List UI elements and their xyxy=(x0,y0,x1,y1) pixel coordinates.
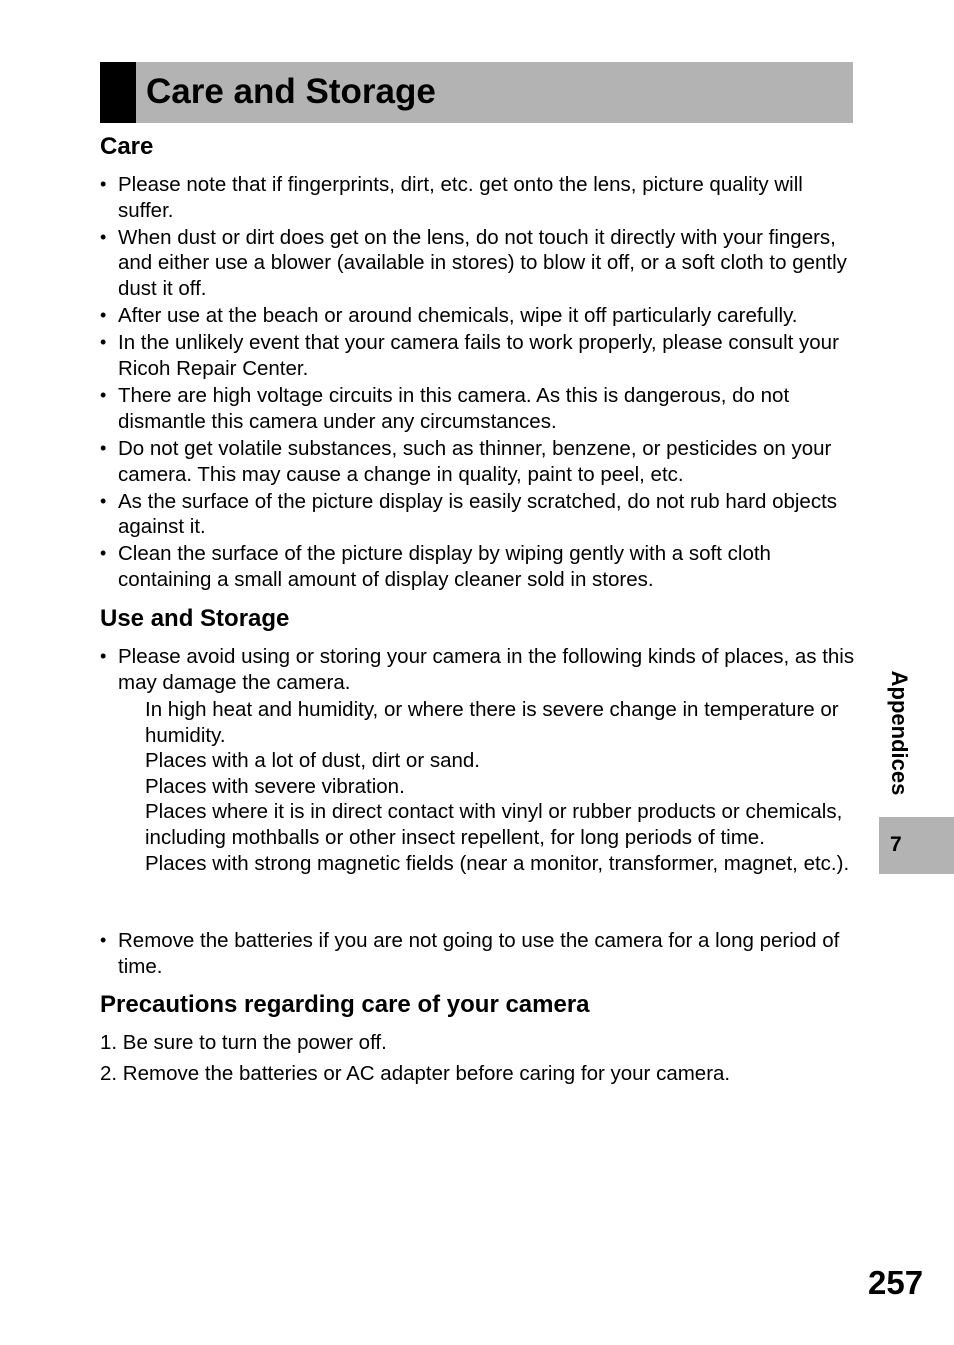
place-item: Places with a lot of dust, dirt or sand. xyxy=(145,749,480,773)
place-item: Places where it is in direct contact with vinyl or rubber products or chemicals, including mothballs or other insect repellent, for long periods of time. xyxy=(145,800,843,849)
care-list xyxy=(100,172,860,594)
list-item: • Please avoid using or storing your camera in the following kinds of places, as this may damage the camera. xyxy=(100,644,860,695)
title-marker-block xyxy=(100,62,136,123)
use-storage-heading: Use and Storage xyxy=(100,605,290,632)
list-item: • Please note that if fingerprints, dirt, etc. get onto the lens, picture quality will suffer. xyxy=(100,172,860,223)
precautions-steps xyxy=(100,1030,860,1092)
list-item: • After use at the beach or around chemicals, wipe it off particularly carefully. xyxy=(100,303,860,329)
page-title: Care and Storage xyxy=(146,72,436,111)
page-number: 257 xyxy=(868,1264,924,1301)
chapter-number: 7 xyxy=(890,833,902,856)
places-list xyxy=(145,697,860,876)
appendices-side-label xyxy=(876,660,922,806)
list-item: • As the surface of the picture display is easily scratched, do not rub hard objects against it. xyxy=(100,489,860,540)
list-item: • Do not get volatile substances, such as thinner, benzene, or pesticides on your camera. This may cause a change in quality, paint to peel, etc. xyxy=(100,436,860,487)
use-storage-list-2 xyxy=(100,928,860,981)
list-item: • Remove the batteries if you are not going to use the camera for a long period of time. xyxy=(100,928,860,979)
list-item: • When dust or dirt does get on the lens, do not touch it directly with your fingers, and either use a blower (available in stores) to blow it off, or a soft cloth to gently dust it off. xyxy=(100,225,860,302)
list-item: • In the unlikely event that your camera fails to work properly, please consult your Ricoh Repair Center. xyxy=(100,330,860,381)
title-bar xyxy=(100,62,853,123)
use-storage-list-1 xyxy=(100,644,860,697)
list-item: • Clean the surface of the picture display by wiping gently with a soft cloth containing a small amount of display cleaner sold in stores. xyxy=(100,541,860,592)
place-item: Places with severe vibration. xyxy=(145,774,405,798)
care-heading: Care xyxy=(100,133,154,160)
place-item: Places with strong magnetic fields (near a monitor, transformer, magnet, etc.). xyxy=(145,851,850,875)
step-item: 2. Remove the batteries or AC adapter before caring for your camera. xyxy=(100,1061,731,1085)
appendices-label-text: Appendices xyxy=(887,670,912,796)
precautions-heading: Precautions regarding care of your camera xyxy=(100,991,590,1018)
list-item: • There are high voltage circuits in this camera. As this is dangerous, do not dismantle this camera under any circumstances. xyxy=(100,383,860,434)
chapter-tab xyxy=(879,817,954,874)
place-item: In high heat and humidity, or where there is severe change in temperature or humidity. xyxy=(145,698,839,747)
step-item: 1. Be sure to turn the power off. xyxy=(100,1031,387,1054)
